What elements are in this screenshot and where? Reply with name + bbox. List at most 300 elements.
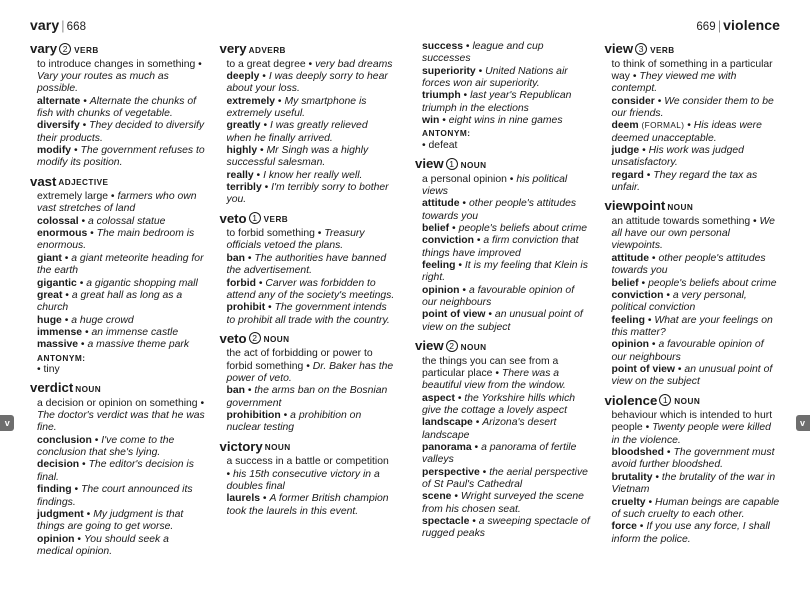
bullet-separator: • <box>74 533 84 545</box>
synonym-example: a favourable opinion of our neighbours <box>422 284 575 309</box>
synonym-example: The government must avoid further bloodshed. <box>611 447 775 471</box>
synonym-entry <box>612 315 781 340</box>
headword-line <box>415 156 591 174</box>
headword-line <box>415 338 591 356</box>
part-of-speech: NOUN <box>667 202 694 212</box>
bullet-separator: • <box>71 144 81 156</box>
headword: vast <box>30 173 57 189</box>
entry-body <box>605 59 781 195</box>
part-of-speech: ADVERB <box>248 45 286 55</box>
synonym-entry <box>612 472 781 497</box>
synonym-entry <box>37 278 206 290</box>
synonym-word: feeling <box>611 314 645 326</box>
synonym-word: superiority <box>422 65 476 77</box>
synonym-entry <box>422 491 591 516</box>
synonym-entry <box>612 278 781 290</box>
synonym-example: They decided to diversify their products. <box>37 120 205 144</box>
synonym-entry <box>422 90 591 115</box>
synonym-example: The main bedroom is enormous. <box>37 228 195 252</box>
synonym-word: laurels <box>226 493 261 505</box>
synonym-word: extremely <box>226 95 276 107</box>
synonym-word: consider <box>611 95 655 107</box>
left-page-columns <box>30 41 395 558</box>
synonym-entry <box>227 96 396 121</box>
bullet-separator: • <box>78 339 88 351</box>
synonym-example: It is my feeling that Klein is right. <box>422 260 588 284</box>
page-number-left: 668 <box>66 21 87 33</box>
bullet-separator: • <box>664 447 674 459</box>
synonym-word: conviction <box>422 235 474 247</box>
part-of-speech: VERB <box>74 45 99 55</box>
bullet-separator: • <box>459 198 469 210</box>
thumb-index-tab-left[interactable]: v <box>0 415 14 431</box>
entry-body <box>30 398 206 558</box>
definition-example: Vary your routes as much as possible. <box>37 70 169 95</box>
bullet-separator: • <box>261 181 272 193</box>
bullet-separator: • <box>684 120 694 132</box>
bullet-separator: • <box>79 120 90 132</box>
synonym-entry <box>612 170 781 195</box>
synonym-word: scene <box>422 491 452 503</box>
bullet-separator: • <box>652 471 662 483</box>
part-of-speech: NOUN <box>460 160 487 170</box>
bullet-separator: • <box>253 169 264 181</box>
synonym-example: other people's attitudes towards you <box>422 198 577 222</box>
synonym-entry <box>612 145 781 170</box>
definition: the act of forbidding or power to forbid something • Dr. Baker has the power of veto. <box>226 348 394 385</box>
synonym-word: attitude <box>611 252 650 264</box>
bullet-separator: • <box>645 314 655 326</box>
headword: viewpoint <box>604 198 666 214</box>
synonym-word: perspective <box>422 466 480 478</box>
synonym-entry <box>227 145 396 170</box>
synonym-entry <box>37 509 206 534</box>
synonym-word: alternate <box>37 95 81 107</box>
synonym-word: win <box>422 115 440 127</box>
bullet-separator: • <box>642 422 653 434</box>
thesaurus-entry <box>30 174 206 377</box>
synonym-entry <box>37 315 206 327</box>
synonym-example: Arizona's desert landscape <box>422 417 557 441</box>
synonym-example: a giant meteorite heading for the earth <box>37 252 204 277</box>
definition: a decision or opinion on something • The doctor's verdict was that he was fine. <box>37 397 205 434</box>
synonym-entry <box>612 339 781 364</box>
synonym-example: a massive theme park <box>87 339 190 351</box>
running-head-separator: | <box>717 19 722 33</box>
bullet-separator: • <box>78 215 89 227</box>
synonym-example: other people's attitudes towards you <box>611 252 766 277</box>
synonym-entry <box>227 182 396 207</box>
bullet-separator: • <box>62 289 72 301</box>
synonym-example: His work was judged unsatisfactory. <box>611 144 744 169</box>
synonym-entry <box>422 66 591 91</box>
bullet-separator: • <box>303 360 313 372</box>
synonym-entry <box>37 327 206 339</box>
definition: extremely large • farmers who own vast stretches of land <box>37 191 197 215</box>
synonym-example: Alternate the chunks of fish with chunks of vegetable. <box>37 95 197 119</box>
headword: verdict <box>30 380 74 396</box>
synonym-word: gigantic <box>37 277 77 289</box>
definition: a success in a battle or competition • his 15th consecutive victory in a doubles final <box>226 456 389 492</box>
definition-example: farmers who own vast stretches of land <box>37 191 197 215</box>
antonym-value: • defeat <box>422 139 458 151</box>
thesaurus-entry <box>220 211 396 327</box>
bullet-separator: • <box>455 260 465 271</box>
bullet-separator: • <box>61 252 72 264</box>
synonym-word: aspect <box>422 392 455 404</box>
column-2 <box>220 41 396 558</box>
entry-body <box>605 216 781 389</box>
headword: vary <box>30 41 58 56</box>
synonym-word: conviction <box>611 289 664 301</box>
synonym-example: the arms ban on the Bosnian government <box>226 385 388 409</box>
running-head-left <box>30 16 395 38</box>
synonym-example: Wright surveyed the scene from his chosen seat. <box>422 491 584 515</box>
bullet-separator: • <box>463 41 473 52</box>
synonym-entry <box>37 484 206 509</box>
synonym-entry <box>37 339 206 351</box>
headword: veto <box>219 210 247 226</box>
sense-number: 1 <box>446 158 458 170</box>
headword-line <box>30 380 206 398</box>
thesaurus-entry <box>605 41 781 194</box>
sense-number: 3 <box>635 43 647 55</box>
synonym-example: last year's Republican triumph in the elections <box>422 90 572 114</box>
bullet-separator: • <box>314 228 325 240</box>
headword-line <box>220 211 396 229</box>
synonym-word: colossal <box>37 215 79 227</box>
synonym-example: United Nations air forces won air superiority. <box>422 65 568 90</box>
entry-body <box>220 59 396 207</box>
thesaurus-entry <box>415 156 591 334</box>
synonym-word: panorama <box>422 441 472 453</box>
bullet-separator: • <box>255 277 266 289</box>
synonym-word: belief <box>611 277 639 289</box>
synonym-entry <box>422 442 591 467</box>
bullet-separator: • <box>506 173 517 185</box>
bullet-separator: • <box>439 115 449 127</box>
running-head-right <box>415 16 780 38</box>
synonym-entry <box>227 71 396 96</box>
synonym-entry <box>422 198 591 223</box>
synonym-word: force <box>611 521 637 533</box>
definition-example: his 15th consecutive victory in a doubles final <box>226 468 380 492</box>
synonym-example: a colossal statue <box>88 215 166 227</box>
bullet-separator: • <box>244 252 255 264</box>
page-number-right: 669 <box>696 21 716 33</box>
synonym-entry <box>37 534 206 559</box>
synonym-example: You should seek a medical opinion. <box>37 533 169 557</box>
synonym-word: deem <box>611 120 639 132</box>
synonym-example: I'm terribly sorry to bother you. <box>226 181 389 206</box>
definition-example: There was a beautiful view from the window. <box>422 367 566 392</box>
thumb-index-tab-right[interactable]: v <box>796 415 810 431</box>
antonym-label: ANTONYM: <box>422 128 471 139</box>
bullet-separator: • <box>492 367 502 379</box>
synonym-word: enormous <box>37 228 88 240</box>
synonym-entry <box>422 223 591 235</box>
synonym-word: forbid <box>226 277 256 289</box>
synonym-example: Mr Singh was a highly successful salesman. <box>226 144 369 169</box>
bullet-separator: • <box>675 363 685 375</box>
synonym-example: I was deeply sorry to hear about your loss. <box>226 70 388 95</box>
synonym-example: a prohibition on nuclear testing <box>226 410 362 434</box>
synonym-example: The government refuses to modify its position. <box>37 144 205 169</box>
synonym-example: a very personal, political conviction <box>611 289 747 314</box>
synonym-word: prohibition <box>226 410 281 422</box>
bullet-separator: • <box>663 289 673 301</box>
thesaurus-entry <box>220 41 396 207</box>
part-of-speech: VERB <box>263 215 289 225</box>
definition: an attitude towards something • We all have our own personal viewpoints. <box>611 215 775 252</box>
thesaurus-entry <box>220 331 396 435</box>
bullet-separator: • <box>636 521 647 533</box>
column-3 <box>415 41 591 546</box>
synonym-example: My smartphone is extremely useful. <box>226 95 367 119</box>
synonym-entry <box>37 96 206 121</box>
synonym-example: The court announced its findings. <box>37 484 193 508</box>
thesaurus-entry <box>30 41 206 170</box>
headword-line <box>605 198 781 216</box>
headword: view <box>604 41 634 56</box>
synonym-word: opinion <box>422 284 460 296</box>
synonym-example: I've come to the conclusion that she's lying. <box>37 434 175 459</box>
synonym-word: diversify <box>37 120 80 132</box>
bullet-separator: • <box>61 314 72 326</box>
bullet-separator: • <box>280 410 291 422</box>
bullet-separator: • <box>649 252 659 264</box>
synonym-entry <box>422 235 591 260</box>
synonym-example: a panorama of fertile valleys <box>422 441 577 466</box>
right-page <box>405 0 810 592</box>
synonym-entry <box>422 285 591 310</box>
sense-number: 2 <box>446 340 458 352</box>
synonym-example: My judgment is that things are going to get worse. <box>37 508 184 533</box>
headword-line <box>220 331 396 349</box>
synonym-word: attitude <box>422 198 460 210</box>
sense-number: 1 <box>249 212 261 224</box>
synonym-example: a sweeping spectacle of rugged peaks <box>422 516 590 540</box>
usage-register-label: (FORMAL) <box>641 121 685 131</box>
bullet-separator: • <box>449 222 459 234</box>
definition: the things you can see from a particular place • There was a beautiful view from the window. <box>422 355 566 392</box>
synonym-word: opinion <box>37 533 75 545</box>
synonym-entry <box>37 290 206 315</box>
synonym-word: bloodshed <box>611 447 665 459</box>
part-of-speech: NOUN <box>263 335 290 345</box>
entry-continuation <box>415 41 591 152</box>
synonym-example: a favourable opinion of our neighbours <box>611 339 764 363</box>
synonym-word: really <box>226 169 254 181</box>
synonym-word: giant <box>37 252 62 264</box>
bullet-separator: • <box>244 385 255 397</box>
synonym-entry <box>422 41 591 66</box>
entry-body <box>220 348 396 434</box>
entry-body <box>415 356 591 541</box>
synonym-entry <box>422 516 591 541</box>
synonym-entry <box>612 497 781 522</box>
synonym-example: a huge crowd <box>71 314 134 326</box>
thesaurus-entry <box>30 380 206 558</box>
synonym-word: judge <box>611 144 640 156</box>
synonym-entry <box>37 459 206 484</box>
synonym-entry <box>227 253 396 278</box>
bullet-separator: • <box>79 459 89 471</box>
thesaurus-entry <box>220 439 396 518</box>
synonym-word: judgment <box>37 508 84 520</box>
synonym-example: the aerial perspective of St Paul's Cathedral <box>422 466 588 490</box>
entry-body <box>605 410 781 546</box>
synonym-example: The authorities have banned the advertisement. <box>226 252 387 277</box>
synonym-entry <box>422 260 591 285</box>
synonym-word: greatly <box>226 120 261 132</box>
thesaurus-entry <box>605 198 781 388</box>
synonym-example: a firm conviction that things have improved <box>422 235 579 259</box>
sense-number: 2 <box>59 43 71 55</box>
synonym-word: ban <box>226 252 245 264</box>
bullet-separator: • <box>645 496 655 508</box>
synonym-word: modify <box>37 144 72 156</box>
definition-example: his political views <box>422 173 568 197</box>
bullet-separator: • <box>197 397 205 409</box>
synonym-word: highly <box>226 144 258 156</box>
definition: to forbid something • Treasury officials vetoed the plans. <box>226 228 365 252</box>
running-head-word: violence <box>723 17 780 33</box>
bullet-separator: • <box>108 191 118 203</box>
synonym-example: What are your feelings on this matter? <box>611 314 773 338</box>
headword-line <box>605 393 781 411</box>
synonym-entry <box>227 120 396 145</box>
synonym-word: massive <box>37 339 79 351</box>
column-1 <box>30 41 206 558</box>
definition-example: They viewed me with contempt. <box>611 70 737 95</box>
bullet-separator: • <box>479 466 490 478</box>
synonym-example: an unusual point of view on the subject <box>611 363 773 388</box>
synonym-entry <box>612 447 781 472</box>
synonym-entry <box>422 417 591 442</box>
bullet-separator: • <box>454 392 465 404</box>
headword: very <box>219 41 247 56</box>
headword: violence <box>604 392 658 408</box>
bullet-separator: • <box>475 65 486 77</box>
synonym-entry <box>422 309 591 334</box>
headword: view <box>415 338 444 354</box>
synonym-word: triumph <box>422 90 461 102</box>
synonym-word: prohibit <box>226 302 266 314</box>
synonym-word: great <box>37 289 63 301</box>
synonym-example: They regard the tax as unfair. <box>611 169 758 193</box>
synonym-entry <box>227 302 396 327</box>
column-4 <box>605 41 781 546</box>
synonym-example: a great hall as long as a church <box>37 289 183 314</box>
definition: to think of something in a particular way • They viewed me with contempt. <box>611 58 773 95</box>
synonym-word: regard <box>611 169 644 181</box>
right-page-columns <box>415 41 780 546</box>
headword: victory <box>219 438 263 454</box>
synonym-word: immense <box>37 326 83 338</box>
synonym-entry <box>422 393 591 418</box>
synonym-entry <box>37 145 206 170</box>
bullet-separator: • <box>257 144 267 156</box>
synonym-entry <box>422 467 591 492</box>
bullet-separator: • <box>485 309 495 321</box>
bullet-separator: • <box>473 235 484 247</box>
synonym-entry <box>612 290 781 315</box>
synonym-word: cruelty <box>611 496 646 508</box>
bullet-separator: • <box>629 70 640 82</box>
part-of-speech: NOUN <box>674 397 701 407</box>
synonym-example: the brutality of the war in Vietnam <box>611 471 776 496</box>
synonym-word: terribly <box>226 181 262 193</box>
synonym-example: Human beings are capable of such cruelty to each other. <box>611 496 780 520</box>
synonym-example: the Yorkshire hills which give the cottage a lovely aspect <box>422 392 576 416</box>
synonym-word: deeply <box>226 70 260 82</box>
definition: a personal opinion • his political views <box>422 173 568 197</box>
synonym-entry <box>612 120 781 145</box>
entry-body <box>30 59 206 170</box>
synonym-entry <box>227 385 396 410</box>
definition-example: Treasury officials vetoed the plans. <box>226 228 365 252</box>
synonym-entry <box>612 521 781 546</box>
definition: to introduce changes in something • Vary your routes as much as possible. <box>37 58 202 95</box>
synonym-word: point of view <box>422 309 486 321</box>
bullet-separator: • <box>471 441 482 453</box>
bullet-separator: • <box>472 417 483 429</box>
part-of-speech: NOUN <box>460 342 487 352</box>
definition-example: The doctor's verdict was that he was fine. <box>37 410 205 434</box>
entry-body <box>30 191 206 351</box>
entry-body <box>415 41 591 127</box>
bullet-separator: • <box>226 468 234 480</box>
definition-example: very bad dreams <box>315 58 393 70</box>
headword-line <box>605 41 781 59</box>
synonym-example: A former British champion took the laurels in this event. <box>226 493 389 517</box>
synonym-entry <box>422 115 591 127</box>
synonym-entry <box>37 435 206 460</box>
synonym-word: brutality <box>611 471 653 483</box>
sense-number: 2 <box>249 332 261 344</box>
bullet-separator: • <box>82 326 92 338</box>
synonym-word: point of view <box>611 363 675 375</box>
synonym-word: finding <box>37 484 72 496</box>
synonym-word: success <box>422 41 464 52</box>
bullet-separator: • <box>643 169 654 181</box>
bullet-separator: • <box>76 277 87 289</box>
synonym-example: The editor's decision is final. <box>37 459 194 483</box>
thesaurus-entry <box>605 393 781 546</box>
synonym-entry <box>37 228 206 253</box>
synonym-example: I was greatly relieved when he finally arrived. <box>226 120 368 144</box>
headword-line <box>30 174 206 192</box>
synonym-word: feeling <box>422 260 456 271</box>
synonym-example: league and cup successes <box>422 41 544 65</box>
bullet-separator: • <box>654 95 665 107</box>
synonym-word: belief <box>422 222 450 234</box>
bullet-separator: • <box>91 434 102 446</box>
synonym-word: huge <box>37 314 62 326</box>
bullet-separator: • <box>87 228 97 240</box>
synonym-example: an immense castle <box>91 326 179 338</box>
synonym-entry <box>37 216 206 228</box>
part-of-speech: NOUN <box>264 443 291 453</box>
synonym-entry <box>227 278 396 303</box>
synonym-example: people's beliefs about crime <box>648 277 777 289</box>
definition-example: Dr. Baker has the power of veto. <box>226 360 394 385</box>
bullet-separator: • <box>451 491 461 503</box>
definition: to a great degree • very bad dreams <box>226 58 393 70</box>
entry-body <box>220 228 396 327</box>
running-head-word: vary <box>30 17 60 33</box>
